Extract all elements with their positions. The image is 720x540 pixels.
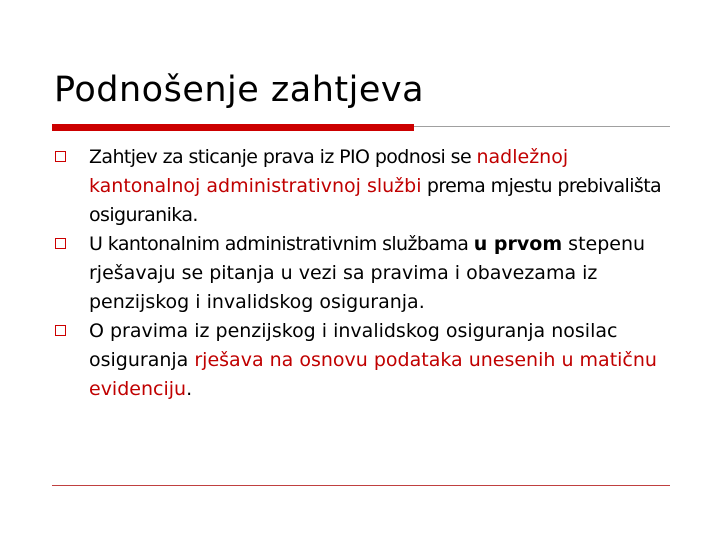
hollow-square-bullet-icon	[55, 325, 66, 336]
slide-title: Podnošenje zahtjeva	[54, 70, 425, 110]
highlighted-text: rješava na osnovu podataka unesenih u matičnu evidenciju	[89, 349, 657, 400]
footer-divider	[52, 485, 670, 486]
bullet-text: O pravima iz penzijskog i invalidskog osiguranja nosilac osiguranja rješava na osnovu podataka unesenih u matičnu evidenciju.	[89, 320, 657, 400]
bullet-item	[52, 143, 672, 230]
bullet-list	[52, 143, 672, 404]
bullet-text: U kantonalnim administrativnim službama u prvom stepenu rješavaju se pitanja u vezi sa pravima i obavezama iz penzijskog i invalidskog osiguranja.	[89, 233, 646, 313]
bullet-item	[52, 230, 672, 317]
hollow-square-bullet-icon	[55, 151, 66, 162]
bold-text: u prvom	[473, 233, 563, 255]
bullet-text: Zahtjev za sticanje prava iz PIO podnosi se nadležnoj kantonalnoj administrativnoj službi prema mjestu prebivališta osiguranika.	[89, 146, 662, 226]
bullet-item	[52, 317, 672, 404]
hollow-square-bullet-icon	[55, 238, 66, 249]
highlighted-text: nadležnoj kantonalnoj administrativnoj službi	[89, 146, 569, 197]
title-underline-red	[52, 124, 414, 131]
